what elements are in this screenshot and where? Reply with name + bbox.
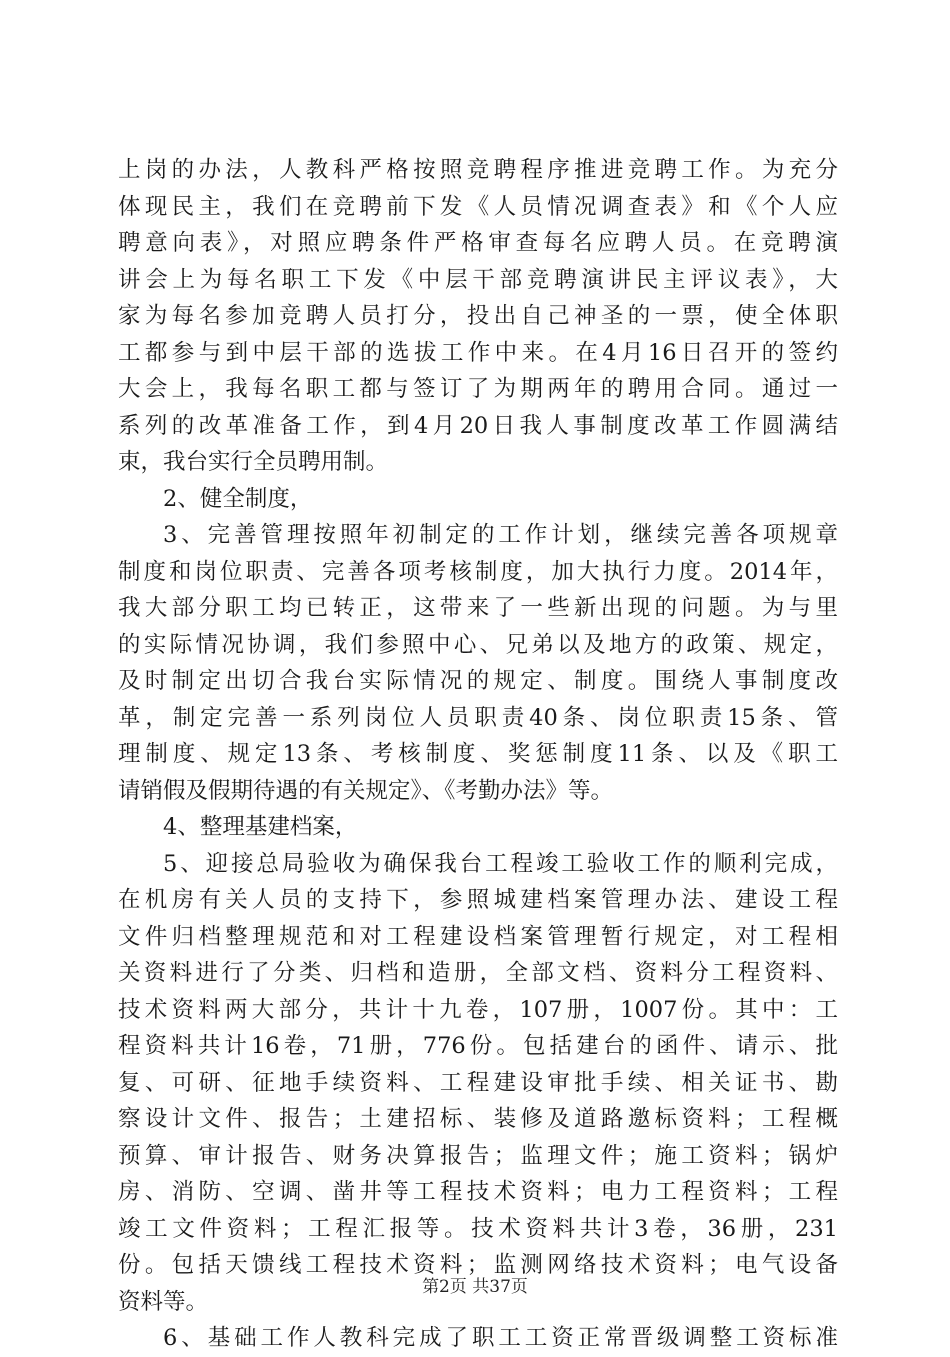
text-line: 制度和岗位职责、完善各项考核制度，加大执行力度。2014年， bbox=[118, 558, 838, 585]
text-line: 2、健全制度， bbox=[163, 485, 313, 512]
text-line: 理制度、规定13条、考核制度、奖惩制度11条、以及《职工 bbox=[118, 741, 838, 767]
text-line: 文件归档整理规范和对工程建设档案管理暂行规定，对工程相 bbox=[118, 923, 838, 950]
text-line: 竣工文件资料；工程汇报等。技术资料共计3卷，36册，231 bbox=[118, 1215, 838, 1242]
text-line: 束，我台实行全员聘用制。 bbox=[118, 449, 389, 475]
text-line: 家为每名参加竞聘人员打分，投出自己神圣的一票，使全体职 bbox=[118, 303, 838, 329]
text-line: 程资料共计16卷，71册，776份。包括建台的函件、请示、批 bbox=[118, 1033, 838, 1059]
text-line: 5、迎接总局验收为确保我台工程竣工验收工作的顺利完成， bbox=[163, 850, 838, 877]
text-line: 我大部分职工均已转正，这带来了一些新出现的问题。为与里 bbox=[118, 595, 838, 621]
text-line: 3、完善管理按照年初制定的工作计划，继续完善各项规章 bbox=[163, 522, 838, 548]
text-line: 预算、审计报告、财务决算报告；监理文件；施工资料；锅炉 bbox=[118, 1142, 838, 1169]
text-line: 的实际情况协调，我们参照中心、兄弟以及地方的政策、规定， bbox=[118, 631, 838, 658]
text-line: 关资料进行了分类、归档和造册，全部文档、资料分工程资料、 bbox=[118, 960, 838, 986]
text-line: 房、消防、空调、凿井等工程技术资料；电力工程资料；工程 bbox=[118, 1179, 838, 1205]
text-line: 系列的改革准备工作，到4月20日我人事制度改革工作圆满结 bbox=[118, 412, 838, 439]
text-line: 技术资料两大部分，共计十九卷，107册，1007份。其中：工 bbox=[118, 996, 838, 1023]
text-line: 复、可研、征地手续资料、工程建设审批手续、相关证书、勘 bbox=[118, 1069, 838, 1096]
text-line: 6、基础工作人教科完成了职工工资正常晋级调整工资标准 bbox=[163, 1325, 838, 1351]
text-line: 请销假及假期待遇的有关规定》、《考勤办法》等。 bbox=[118, 777, 614, 804]
body-text bbox=[118, 152, 838, 1357]
text-line: 察设计文件、报告；土建招标、装修及道路邀标资料；工程概 bbox=[118, 1106, 838, 1132]
text-line: 在机房有关人员的支持下，参照城建档案管理办法、建设工程 bbox=[118, 887, 838, 913]
text-line: 聘意向表》，对照应聘条件严格审查每名应聘人员。在竞聘演 bbox=[118, 230, 838, 256]
text-line: 资料等。 bbox=[118, 1288, 209, 1315]
page-footer: 第2页 共37页 bbox=[422, 1277, 528, 1297]
text-line: 上岗的办法，人教科严格按照竞聘程序推进竞聘工作。为充分 bbox=[118, 157, 838, 183]
text-line: 4、整理基建档案， bbox=[163, 814, 358, 840]
text-line: 大会上，我每名职工都与签订了为期两年的聘用合同。通过一 bbox=[118, 376, 838, 402]
text-line: 讲会上为每名职工下发《中层干部竞聘演讲民主评议表》，大 bbox=[118, 266, 838, 293]
text-line: 体现民主，我们在竞聘前下发《人员情况调查表》和《个人应 bbox=[118, 193, 838, 220]
text-line: 工都参与到中层干部的选拔工作中来。在4月16日召开的签约 bbox=[118, 339, 838, 366]
text-line: 及时制定出切合我台实际情况的规定、制度。围绕人事制度改 bbox=[118, 668, 838, 694]
text-line: 份。包括天馈线工程技术资料；监测网络技术资料；电气设备 bbox=[118, 1252, 838, 1278]
text-line: 革，制定完善一系列岗位人员职责40条、岗位职责15条、管 bbox=[118, 704, 838, 731]
